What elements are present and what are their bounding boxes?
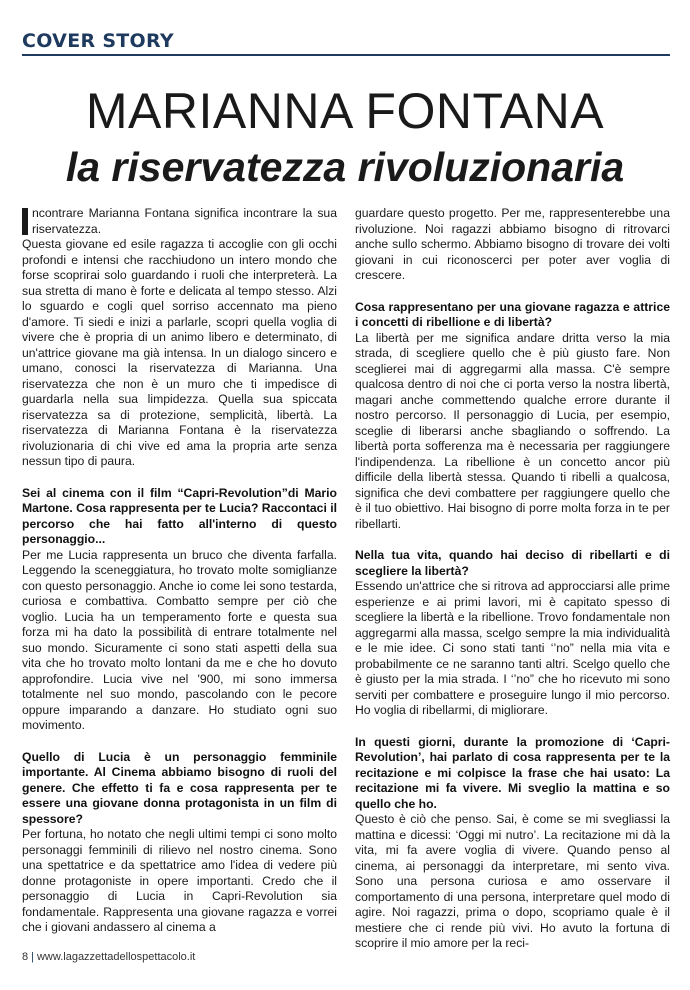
section-label: COVER STORY [22, 30, 174, 52]
page-number: 8 [22, 951, 29, 963]
website-url[interactable]: www.lagazzettadellospettacolo.it [36, 951, 196, 963]
answer-2-continued: guardare questo progetto. Per me, rappresenterebbe una rivoluzione. Noi ragazzi abbiamo bisogno di ritrovarci anche sullo schermo. Abbiamo bisogno di trovare dei volti giovani in cui riconoscerci per poter aver voglia di crescere. [355, 206, 670, 282]
answer-5: Questo è ciò che penso. Sai, è come se mi svegliassi la mattina e dicessi: ‘Oggi mi nutro’. La recitazione mi dà la vita, mi fa avere voglia di vivere. Quando penso al cinema, ai personaggi da interpretare, mi sento viva. Sono una persona curiosa e amo osservare il comportamento di una persona, interpretare quel modo di agire. Noi ragazzi, prima o dopo, scopriamo quale è il mestiere che ci rende più vivi. Ho avuto la fortuna di scoprire il mio amore per la reci- [355, 812, 670, 950]
article-title: MARIANNA FONTANA [85, 83, 605, 139]
question-3: Cosa rappresentano per una giovane ragazza e attrice i concetti di ribellione e di libertà? [355, 299, 670, 329]
question-2: Quello di Lucia è un personaggio femminile importante. Al Cinema abbiamo bisogno di ruoli del genere. Che effetto ti fa e cosa rappresenta per te essere una giovane donna protagonista in un film di spessore? [22, 749, 337, 826]
question-4: Nella tua vita, quando hai deciso di ribellarti e di scegliere la libertà? [355, 548, 670, 578]
answer-3: La libertà per me significa andare dritta verso la mia strada, di scegliere quello che è più giusto fare. Non sceglierei mai di aggregarmi alla massa. C'è sempre qualcosa dentro di noi che ci porta verso la nostra libertà, magari anche commettendo qualche errore durante il nostro percorso. Il personaggio di Lucia, per esempio, sceglie di liberarsi anche sbagliando o soffrendo. La libertà porta sofferenza ma è necessaria per raggiungere l'indipendenza. La ribellione è un concetto ancor più difficile della libertà stessa. Quando ti ribelli a qualcosa, significa che devi combattere per raggiungere quello che è il tuo obiettivo. Hai bisogno di porre molta forza in te per ribellarti. [355, 330, 670, 531]
footer-separator: | [31, 951, 34, 963]
answer-2: Per fortuna, ho notato che negli ultimi tempi ci sono molto personaggi femminili di rilievo nel nostro cinema. Sono una spettatrice e da spettatrice amo l'idea di vedere più donne protagoniste in opere importanti. Credo che il personaggio di Lucia in Capri-Revolution sia fondamentale. Rappresenta una giovane ragazza e vorrei che i giovani andassero al cinema a [22, 827, 337, 934]
right-column [355, 206, 670, 952]
answer-1: Per me Lucia rappresenta un bruco che diventa farfalla. Leggendo la sceneggiatura, ho trovato molte somiglianze con questo personaggio. Anche io come lei sono testarda, curiosa e combattiva. Combatto sempre per ciò che voglio. Lucia ha un temperamento forte e questa sua forza mi ha dato la possibilità di entrare totalmente nel suo mondo. Sicuramente ci sono stati aspetti della sua vita che ho trovato molto lontani da me e che ho dovuto approfondire. Lucia vive nel '900, mi sono immersa totalmente nel suo mondo, pascolando con le pecore oppure imparando a danzare. Ho studiato ogni suo movimento. [22, 547, 337, 732]
intro-paragraph: ncontrare Marianna Fontana significa incontrare la sua riservatezza. [22, 206, 337, 237]
intro-paragraph-continued: Questa giovane ed esile ragazza ti accoglie con gli occhi profondi e intensi che racchiudono un intero mondo che forse scoprirai solo guardando i ruoli che interpreterà. La sua stretta di mano è forte e delicata al tempo stesso. Alzi lo sguardo e cogli quel sorriso accennato ma pieno d'amore. Ti siedi e inizi a parlarle, scopri quella voglia di vivere che è propria di un animo libero e determinato, di un'attrice giovane ma già intensa. In un dialogo sincero e umano, conosci la riservatezza di Marianna. Una riservatezza che non è un muro che ti impedisce di guardarla nella sua limpidezza. Quella sua spiccata riservatezza sa di protezione, semplicità, libertà. La riservatezza di Marianna Fontana è la riservatezza rivoluzionaria di chi vive ed ama la propria arte senza nessun tipo di paura. [22, 237, 337, 468]
question-5: In questi giorni, durante la promozione di ‘Capri- Revolution’, hai parlato di cosa rappresenta per te la recitazione e mi colpisce la frase che hai usato: La recitazione mi fa vivere. Mi sveglio la mattina e so quello che ho. [355, 734, 670, 811]
article-subtitle: la riservatezza rivoluzionaria [65, 144, 625, 190]
answer-4: Essendo un'attrice che si ritrova ad approcciarsi alle prime esperienze e ai primi lavori, mi è capitato spesso di scegliere la libertà e la ribellione. Trovo fondamentale non aggregarmi alla massa, scelgo sempre la mia individualità e le mie idee. Ci sono stati tanti ‘’no” nella mia vita e probabilmente ce ne saranno tanti altri. Scelgo quello che è giusto per la mia strada. I ‘’no” che ho ricevuto mi sono serviti per combattere e proseguire lungo il mio percorso. Ho voglia di ribellarmi, di migliorare. [355, 579, 670, 717]
left-column [22, 206, 337, 936]
question-1: Sei al cinema con il film “Capri-Revolution”di Mario Martone. Cosa rappresenta per te Lucia? Raccontaci il percorso che hai fatto all'interno di questo personaggio... [22, 485, 337, 546]
page-footer [22, 950, 195, 964]
drop-cap-i [22, 208, 28, 235]
section-divider [22, 54, 670, 56]
